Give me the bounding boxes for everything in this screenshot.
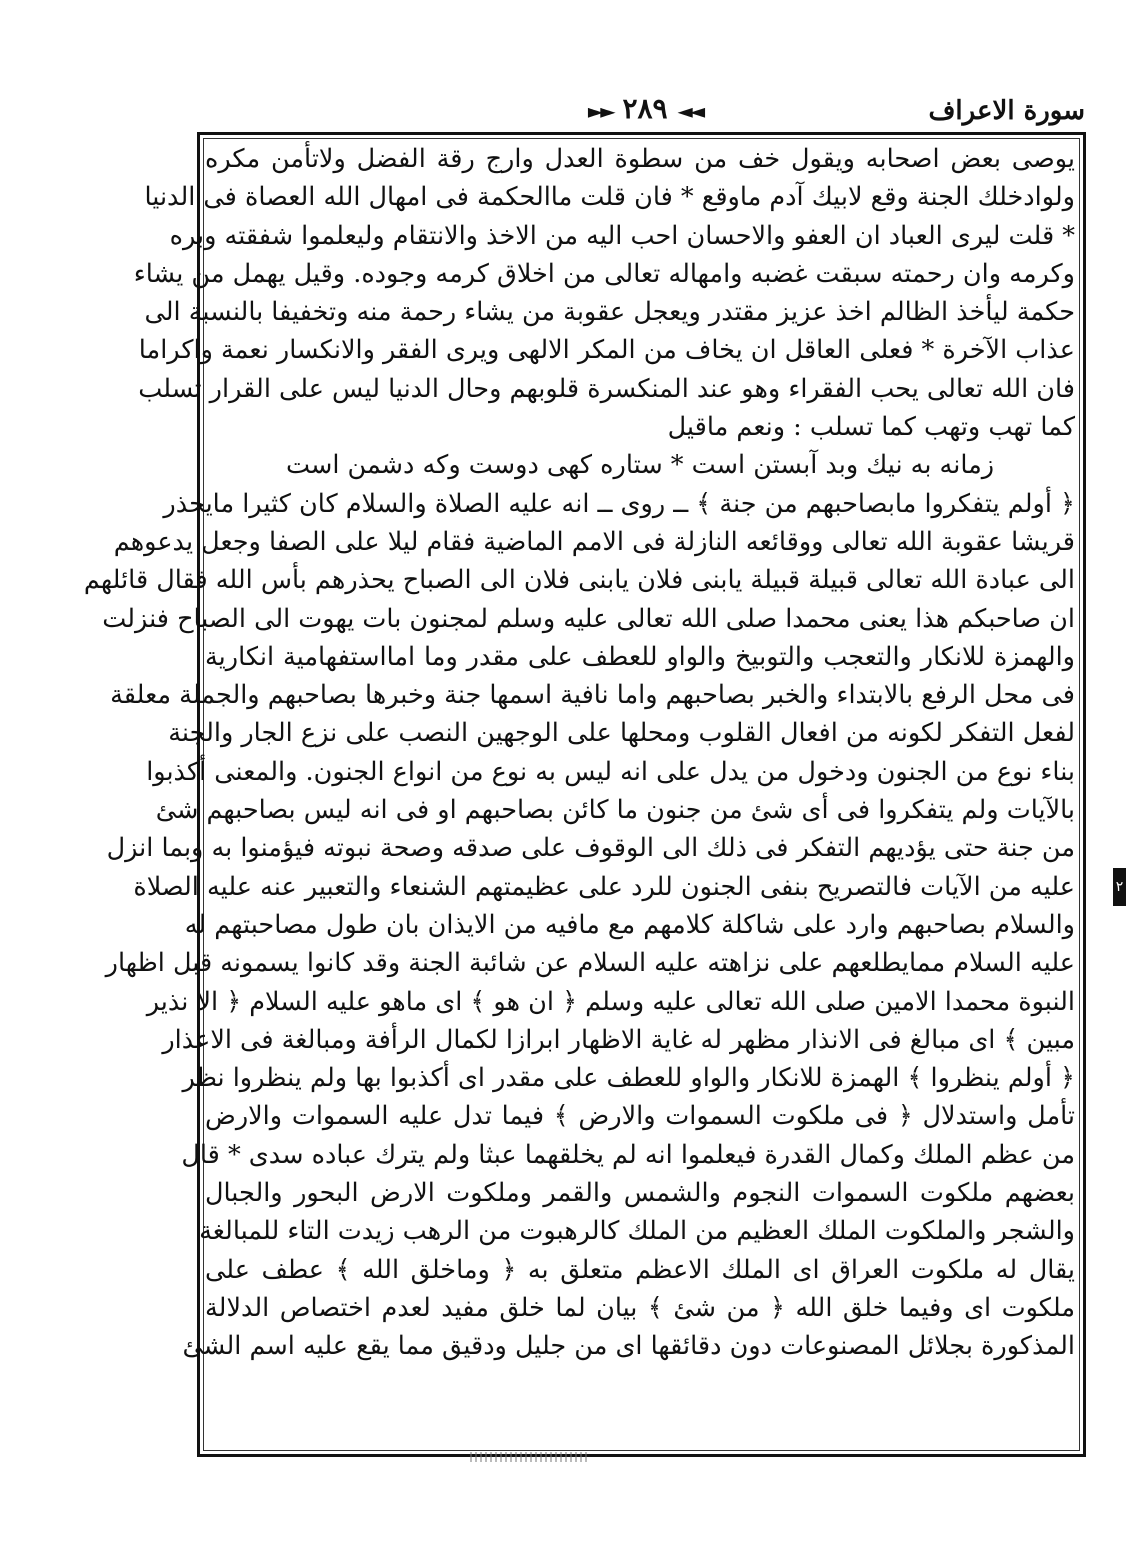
side-marker-label: ٢ xyxy=(1115,879,1124,895)
text-line: ان صاحبكم هذا يعنى محمدا صلى الله تعالى عليه وسلم لمجنون بات يهوت الى الصباح فنزلت xyxy=(102,603,1075,634)
text-line: ملكوت اى وفيما خلق الله ﴿ من شئ ﴾ بيان لما خلق مفيد لعدم اختصاص الدلالة xyxy=(205,1292,1075,1323)
text-line: والشجر والملكوت الملك العظيم من الملك كالرهبوت من الرهب زيدت التاء للمبالغة xyxy=(199,1216,1075,1247)
text-line: والسلام بصاحبهم وارد على شاكلة كلامهم مع مافيه من الايذان بان طول مصاحبتهم له xyxy=(184,909,1075,940)
text-line: فى محل الرفع بالابتداء والخبر بصاحبهم واما نافية اسمها جنة وخبرها بصاحبهم والجملة معلقة xyxy=(110,680,1075,711)
text-line: فان الله تعالى يحب الفقراء وهو عند المنكسرة قلوبهم وحال الدنيا ليس على القرار تسلب xyxy=(138,373,1075,404)
text-line: يقال له ملكوت العراق اى الملك الاعظم متعلق به ﴿ وماخلق الله ﴾ عطف على xyxy=(205,1254,1075,1285)
text-line: ولوادخلك الجنة وقع لابيك آدم ماوقع * فان قلت ماالحكمة فى امهال الله العصاة فى الدنيا xyxy=(144,182,1075,213)
text-line: بعضهم ملكوت السموات النجوم والشمس والقمر وملكوت الارض البحور والجبال xyxy=(205,1178,1075,1209)
text-line: تأمل واستدلال ﴿ فى ملكوت السموات والارض ﴾ فيما تدل عليه السموات والارض xyxy=(205,1101,1075,1132)
text-line: ﴿ أولم يتفكروا مابصاحبهم من جنة ﴾ ــ روى ــ انه عليه الصلاة والسلام كان كثيرا مايحذر xyxy=(163,488,1075,519)
text-line: من جنة حتى يؤديهم التفكر فى ذلك الى الوقوف على صدقه وصحة نبوته فيؤمنوا به وبما انزل xyxy=(106,833,1075,864)
page-header xyxy=(205,92,1085,136)
text-line: الى عبادة الله تعالى قبيلة قبيلة يابنى فلان يابنى فلان الى الصباح يحذرهم بأس الله فقال قائلهم xyxy=(83,565,1075,596)
persian-verse: زمانه به نيك وبد آبستن است * ستاره كهى دوست وكه دشمن است xyxy=(285,450,995,481)
body-text xyxy=(83,140,1075,1366)
text-line: عليه السلام ممايطلعهم على نزاهته عليه السلام عن شائبة الجنة وقد كانوا يسمونه قبل اظهار xyxy=(105,948,1075,979)
print-smudge xyxy=(470,1452,590,1462)
page-number-block xyxy=(535,92,755,125)
text-line: مبين ﴾ اى مبالغ فى الانذار مظهر له غاية الاظهار ابرازا لكمال الرأفة ومبالغة فى الاعذار xyxy=(162,1024,1075,1055)
text-line: حكمة ليأخذ الظالم اخذ عزيز مقتدر ويعجل عقوبة من يشاء رحمة منه وتخفيفا بالنسبة الى xyxy=(144,297,1075,328)
text-line: النبوة محمدا الامين صلى الله تعالى عليه وسلم ﴿ ان هو ﴾ اى ماهو عليه السلام ﴿ الا نذير xyxy=(146,986,1075,1017)
text-line: وكرمه وان رحمته سبقت غضبه وامهاله تعالى من اخلاق كرمه وجوده. وقيل يهمل من يشاء xyxy=(133,258,1075,289)
ornament-left-icon: ◄◄ xyxy=(677,98,703,123)
text-line: المذكورة بجلائل المصنوعات دون دقائقها اى من جليل ودقيق مما يقع عليه اسم الشئ xyxy=(182,1331,1075,1362)
text-line: لفعل التفكر لكونه من افعال القلوب ومحلها على الوجهين النصب على نزع الجار والجنة xyxy=(168,718,1075,749)
text-line: عليه من الآيات فالتصريح بنفى الجنون للرد على عظيمتهم الشنعاء والتعبير عنه عليه الصلاة xyxy=(133,871,1075,902)
text-line: يوصى بعض اصحابه ويقول خف من سطوة العدل وارج رقة الفضل ولاتأمن مكره xyxy=(205,144,1075,174)
text-line: والهمزة للانكار والتعجب والتوبيخ والواو للعطف على مقدر وما امااستفهامية انكارية xyxy=(205,641,1075,672)
text-line: قريشا عقوبة الله تعالى ووقائعه النازلة فى الامم الماضية فقام ليلا على الصفا وجعل يدعوهم xyxy=(113,526,1075,557)
text-line: بناء نوع من الجنون ودخول من يدل على انه ليس به نوع من انواع الجنون. والمعنى أكذبوا xyxy=(146,756,1075,787)
text-line: عذاب الآخرة * فعلى العاقل ان يخاف من المكر الالهى ويرى الفقر والانكسار نعمة واكراما xyxy=(138,335,1075,366)
page-number: ٢٨٩ xyxy=(622,92,668,125)
surah-title: سورة الاعراف xyxy=(928,96,1085,126)
text-line: بالآيات ولم يتفكروا فى أى شئ من جنون ما كائن بصاحبهم او فى انه ليس بصاحبهم شئ xyxy=(155,795,1075,826)
text-line: كما تهب وتهب كما تسلب : ونعم ماقيل xyxy=(667,412,1075,443)
ornament-right-icon: ►► xyxy=(587,98,613,123)
side-marker xyxy=(1113,868,1126,906)
text-line: * قلت ليرى العباد ان العفو والاحسان احب اليه من الاخذ والانتقام وليعلموا شفقته وبره xyxy=(169,220,1075,251)
text-line: ﴿ أولم ينظروا ﴾ الهمزة للانكار والواو للعطف على مقدر اى أكذبوا بها ولم ينظروا نظر xyxy=(182,1063,1075,1094)
text-line: من عظم الملك وكمال القدرة فيعلموا انه لم يخلقهما عبثا ولم يترك عباده سدى * قال xyxy=(181,1139,1075,1170)
